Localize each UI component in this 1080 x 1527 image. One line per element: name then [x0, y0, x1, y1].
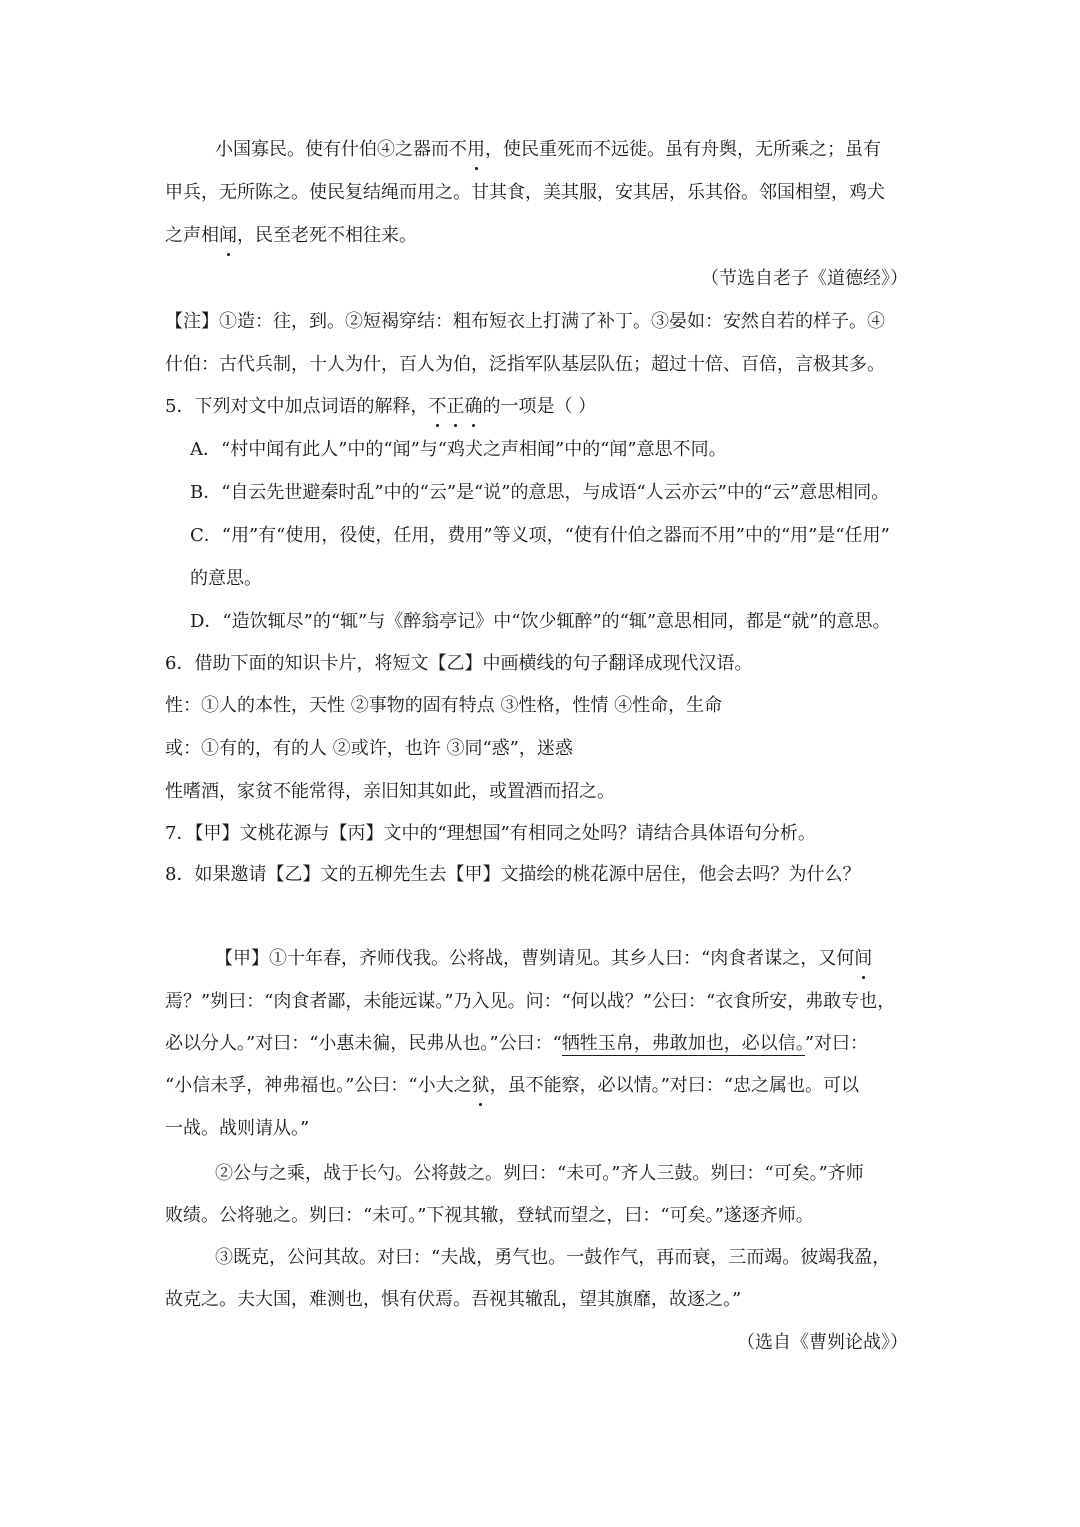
question-5-option-b: B．“自云先世避秦时乱”中的“云”是“说”的意思，与成语“人云亦云”中的“云”意思相同。: [190, 482, 890, 503]
passage-jia-p3-line-1: ③既克，公问其故。对曰：“夫战，勇气也。一鼓作气，再而衰，三而竭。彼竭我盈，: [215, 1247, 891, 1268]
question-6-stem: 6．借助下面的知识卡片，将短文【乙】中画横线的句子翻译成现代汉语。: [165, 653, 753, 674]
question-5-option-c-cont: 的意思。: [190, 568, 262, 589]
source-citation: （选自《曹刿论战》）: [737, 1332, 908, 1353]
emphasis-dot-word: 不: [428, 394, 446, 420]
notes-line-1: 【注】①造：往，到。②短褐穿结：粗布短衣上打满了补丁。③晏如：安然自若的样子。④: [165, 311, 885, 332]
passage-bing-line-3: 之声相闻，民至老死不相往来。: [165, 223, 417, 249]
passage-jia-p1-line-4: “小信未孚，神弗福也。”公曰：“小大之狱，虽不能察，必以情。”对曰：“忠之属也。可以: [165, 1073, 859, 1099]
question-7: 7．【甲】文桃花源与【丙】文中的“理想国”有相同之处吗？请结合具体语句分析。: [165, 823, 816, 844]
knowledge-card-xing: 性：①人的本性，天性 ②事物的固有特点 ③性格，性情 ④性命，生命: [165, 695, 723, 716]
knowledge-card-huo: 或：①有的，有的人 ②或许，也许 ③同“惑”，迷惑: [165, 738, 573, 759]
emphasis-dot-word: 用: [467, 137, 485, 163]
question-8: 8．如果邀请【乙】文的五柳先生去【甲】文描绘的桃花源中居住，他会去吗？为什么？: [165, 864, 861, 885]
emphasis-dot-word: 闻: [219, 223, 237, 249]
passage-jia-p1-line-2: 焉？”刿曰：“肉食者鄙，未能远谋。”乃入见。问：“何以战？”公曰：“衣食所安，弗敢专也，: [165, 991, 896, 1012]
emphasis-dot-word: 间: [854, 946, 872, 972]
underlined-sentence: 牺牲玉帛，弗敢加也，必以信。: [561, 1033, 805, 1054]
emphasis-dot-word: 狱: [472, 1073, 490, 1099]
question-5-stem: 5．下列对文中加点词语的解释，不正确的一项是（ ）: [165, 394, 596, 420]
passage-jia-p1-line-1: 【甲】①十年春，齐师伐我。公将战，曹刿请见。其乡人曰：“肉食者谋之，又何间: [215, 946, 872, 972]
question-6-sentence: 性嗜酒，家贫不能常得，亲旧知其如此，或置酒而招之。: [165, 781, 615, 802]
question-5-option-d: D．“造饮辄尽”的“辄”与《醉翁亭记》中“饮少辄醉”的“辄”意思相同，都是“就”的意思。: [190, 611, 891, 632]
notes-line-2: 什伯：古代兵制，十人为什，百人为伯，泛指军队基层队伍；超过十倍、百倍，言极其多。: [165, 354, 885, 375]
emphasis-dot-word: 正: [446, 394, 464, 420]
question-5-option-a: A．“村中闻有此人”中的“闻”与“鸡犬之声相闻”中的“闻”意思不同。: [190, 439, 727, 460]
passage-jia-p1-line-5: 一战。战则请从。”: [165, 1118, 310, 1139]
passage-bing-line-2: 甲兵，无所陈之。使民复结绳而用之。甘其食，美其服，安其居，乐其俗。邻国相望，鸡犬: [165, 182, 885, 203]
question-5-option-c: C．“用”有“使用，役使，任用，费用”等义项，“使有什伯之器而不用”中的“用”是“任用”: [190, 525, 890, 546]
passage-jia-p1-line-3: 必以分人。”对曰：“小惠未徧，民弗从也。”公曰：“牺牲玉帛，弗敢加也，必以信。”对曰：: [165, 1033, 869, 1054]
passage-jia-p2-line-1: ②公与之乘，战于长勺。公将鼓之。刿曰：“未可。”齐人三鼓。刿曰：“可矣。”齐师: [215, 1163, 864, 1184]
emphasis-dot-word: 确: [464, 394, 482, 420]
passage-jia-p3-line-2: 故克之。夫大国，难测也，惧有伏焉。吾视其辙乱，望其旗靡，故逐之。”: [165, 1289, 742, 1310]
passage-bing-line-1: 小国寡民。使有什伯④之器而不用，使民重死而不远徙。虽有舟舆，无所乘之；虽有: [215, 137, 881, 163]
passage-jia-p2-line-2: 败绩。公将驰之。刿曰：“未可。”下视其辙，登轼而望之，曰：“可矣。”遂逐齐师。: [165, 1205, 814, 1226]
source-citation: （节选自老子《道德经》）: [701, 268, 908, 289]
